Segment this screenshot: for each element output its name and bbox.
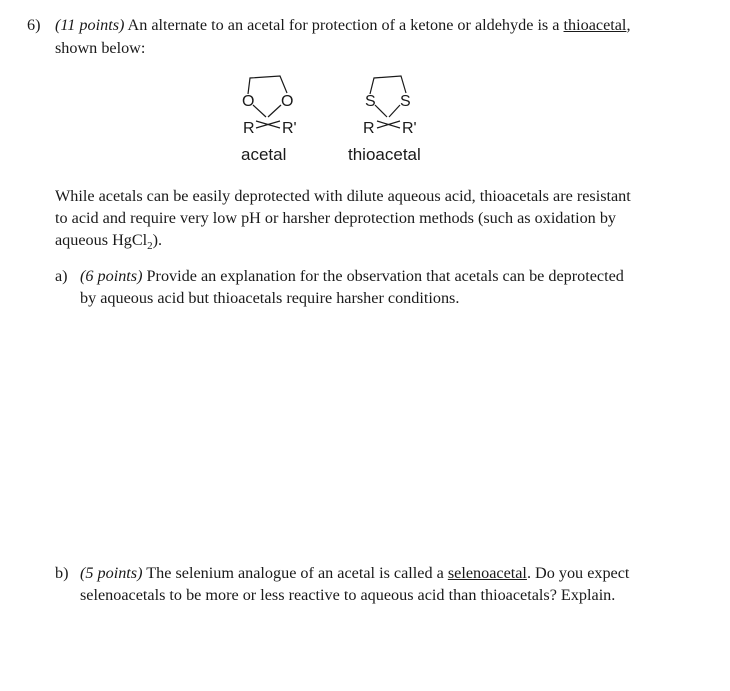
part-b-letter: b) [55,564,69,582]
acetal-atom-right: O [281,93,294,110]
part-a-points: (6 points) [80,267,143,285]
question-intro-line2: shown below: [55,39,146,57]
structures-figure [228,70,468,170]
part-a [55,265,705,309]
paragraph-line-3: aqueous HgCl$_2$). [55,231,163,253]
question-points: (11 points) [55,16,125,34]
acetal-sub-right: R' [282,120,297,137]
thioacetal-sub-right: R' [402,120,417,137]
thioacetal-ring-bonds [370,76,406,94]
part-b-points: (5 points) [80,564,143,582]
thioacetal-structure [363,76,417,137]
thioacetal-caption: thioacetal [348,145,421,164]
subscript-2: 2 [147,240,153,253]
thioacetal-atom-left: S [365,93,376,110]
acetal-ring-bonds [248,76,287,94]
paragraph-line-2: to acid and require very low pH or harsher deprotection methods (such as oxidation by [55,209,617,227]
question-number: 6) [27,16,41,34]
thioacetal-atom-right: S [400,93,411,110]
paragraph-line-1: While acetals can be easily deprotected with dilute aqueous acid, thioacetals are resistant [55,187,631,205]
thioacetal-term: thioacetal [563,16,627,34]
part-b-body [80,562,705,606]
selenoacetal-term: selenoacetal [447,564,527,582]
part-b [55,562,705,606]
part-a-line-1: (6 points) Provide an explanation for the observation that acetals can be deprotected [80,267,624,285]
part-a-body [80,265,705,309]
thioacetal-sub-left: R [363,120,375,137]
part-a-line-2: by aqueous acid but thioacetals require harsher conditions. [80,289,460,307]
acetal-atom-left: O [242,93,255,110]
part-b-line-2: selenoacetals to be more or less reactive to aqueous acid than thioacetals? Explain. [80,586,616,604]
explanation-paragraph [55,185,705,257]
acetal-bond-right [268,105,281,117]
acetal-caption: acetal [241,145,287,164]
acetal-bond-left [253,105,266,117]
acetal-sub-left: R [243,120,255,137]
thioacetal-bond-right [389,105,400,117]
acetal-structure [242,76,297,137]
question-header: 6) (11 points) An alternate to an acetal for protection of a ketone or aldehyde is a thioacetal, [27,16,631,34]
thioacetal-bond-left [375,105,387,117]
question-intro: An alternate to an acetal for protection of a ketone or aldehyde is a [124,16,564,34]
part-b-line-1: (5 points) The selenium analogue of an acetal is called a selenoacetal. Do you expect [80,564,630,582]
part-a-letter: a) [55,267,68,285]
